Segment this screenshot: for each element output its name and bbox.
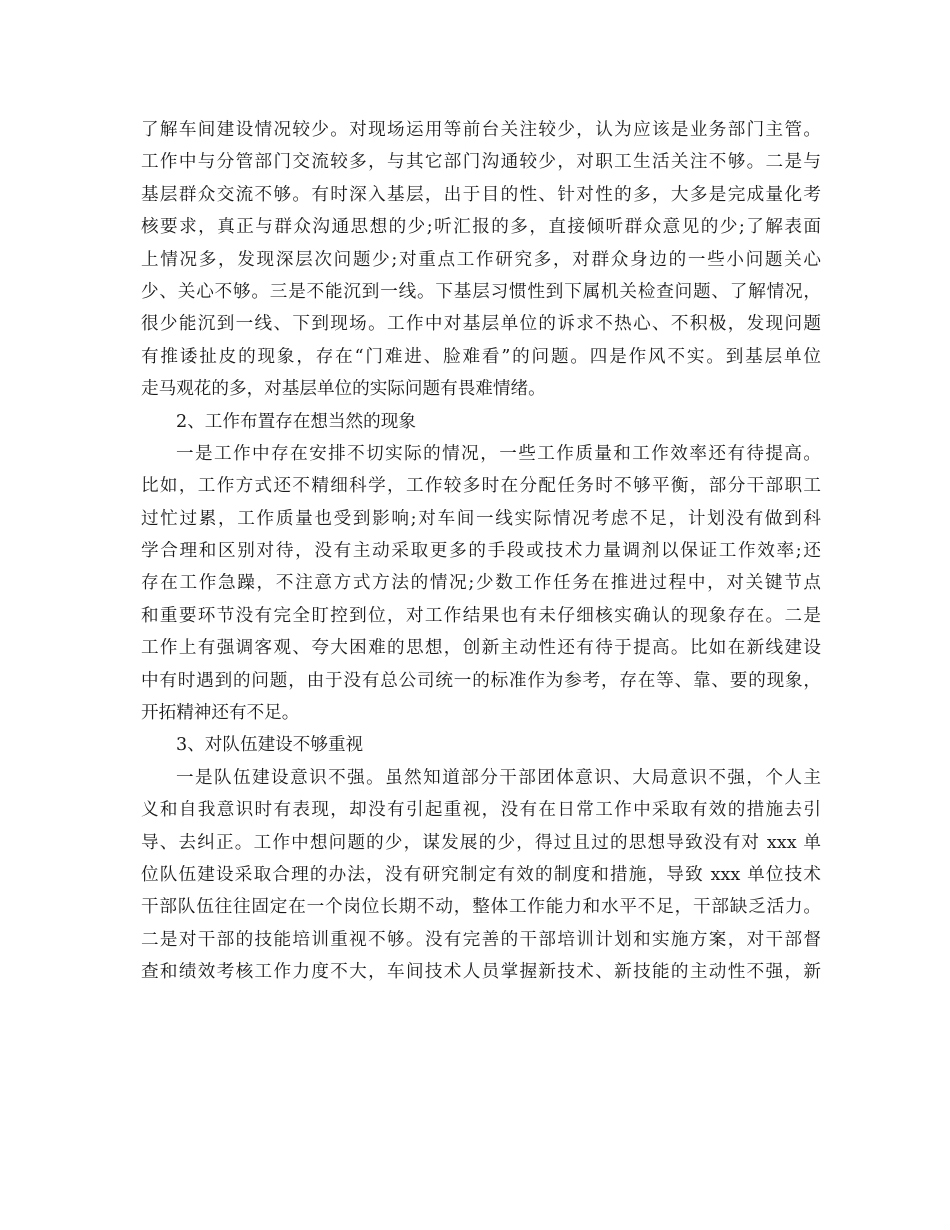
text-line: 走马观花的多，对基层单位的实际问题有畏难情绪。 [141, 379, 546, 400]
text-line: 2、工作布置存在想当然的现象 [176, 411, 416, 432]
text-line: 查和绩效考核工作力度不大，车间技术人员掌握新技术、新技能的主动性不强，新 [141, 962, 821, 983]
text-line: 很少能沉到一线、下到现场。工作中对基层单位的诉求不热心、不积极，发现问题 [141, 314, 821, 335]
text-line: 存在工作急躁，不注意方式方法的情况;少数工作任务在推进过程中，对关键节点 [141, 573, 821, 594]
text-line: 了解车间建设情况较少。对现场运用等前台关注较少，认为应该是业务部门主管。 [141, 120, 821, 140]
text-line: 核要求，真正与群众沟通思想的少;听汇报的多，直接倾听群众意见的少;了解表面 [141, 217, 821, 238]
text-line: 干部队伍往往固定在一个岗位长期不动，整体工作能力和水平不足，干部缺乏活力。 [141, 897, 821, 918]
document-body [141, 114, 821, 989]
text-line: 学合理和区别对待，没有主动采取更多的手段或技术力量调剂以保证工作效率;还 [141, 541, 821, 562]
text-line: 工作上有强调客观、夸大困难的思想，创新主动性还有待于提高。比如在新线建设 [141, 638, 821, 659]
text-line: 位队伍建设采取合理的办法，没有研究制定有效的制度和措施，导致 xxx 单位技术 [141, 864, 821, 885]
text-line: 有推诿扯皮的现象，存在“门难进、脸难看”的问题。四是作风不实。到基层单位 [141, 346, 821, 367]
text-line: 上情况多，发现深层次问题少;对重点工作研究多，对群众身边的一些小问题关心 [141, 249, 821, 270]
text-line: 和重要环节没有完全盯控到位，对工作结果也有未仔细核实确认的现象存在。二是 [141, 605, 821, 626]
text-line: 过忙过累，工作质量也受到影响;对车间一线实际情况考虑不足，计划没有做到科 [141, 508, 821, 529]
text-line: 少、关心不够。三是不能沉到一线。下基层习惯性到下属机关检查问题、了解情况， [141, 281, 821, 302]
text-line: 基层群众交流不够。有时深入基层，出于目的性、针对性的多，大多是完成量化考 [141, 184, 821, 205]
text-line: 义和自我意识时有表现，却没有引起重视，没有在日常工作中采取有效的措施去引 [141, 800, 821, 821]
text-line: 比如，工作方式还不精细科学，工作较多时在分配任务时不够平衡，部分干部职工 [141, 476, 821, 497]
text-line: 二是对干部的技能培训重视不够。没有完善的干部培训计划和实施方案，对干部督 [141, 929, 821, 950]
text-line: 导、去纠正。工作中想问题的少，谋发展的少，得过且过的思想导致没有对 xxx 单 [141, 832, 821, 853]
text-line: 中有时遇到的问题，由于没有总公司统一的标准作为参考，存在等、靠、要的现象， [141, 670, 821, 691]
text-line: 开拓精神还有不足。 [141, 703, 300, 724]
text-line: 一是工作中存在安排不切实际的情况，一些工作质量和工作效率还有待提高。 [176, 443, 821, 464]
text-line: 工作中与分管部门交流较多，与其它部门沟通较少，对职工生活关注不够。二是与 [141, 152, 821, 173]
text-line: 一是队伍建设意识不强。虽然知道部分干部团体意识、大局意识不强，个人主 [176, 767, 821, 788]
text-line: 3、对队伍建设不够重视 [176, 735, 364, 756]
